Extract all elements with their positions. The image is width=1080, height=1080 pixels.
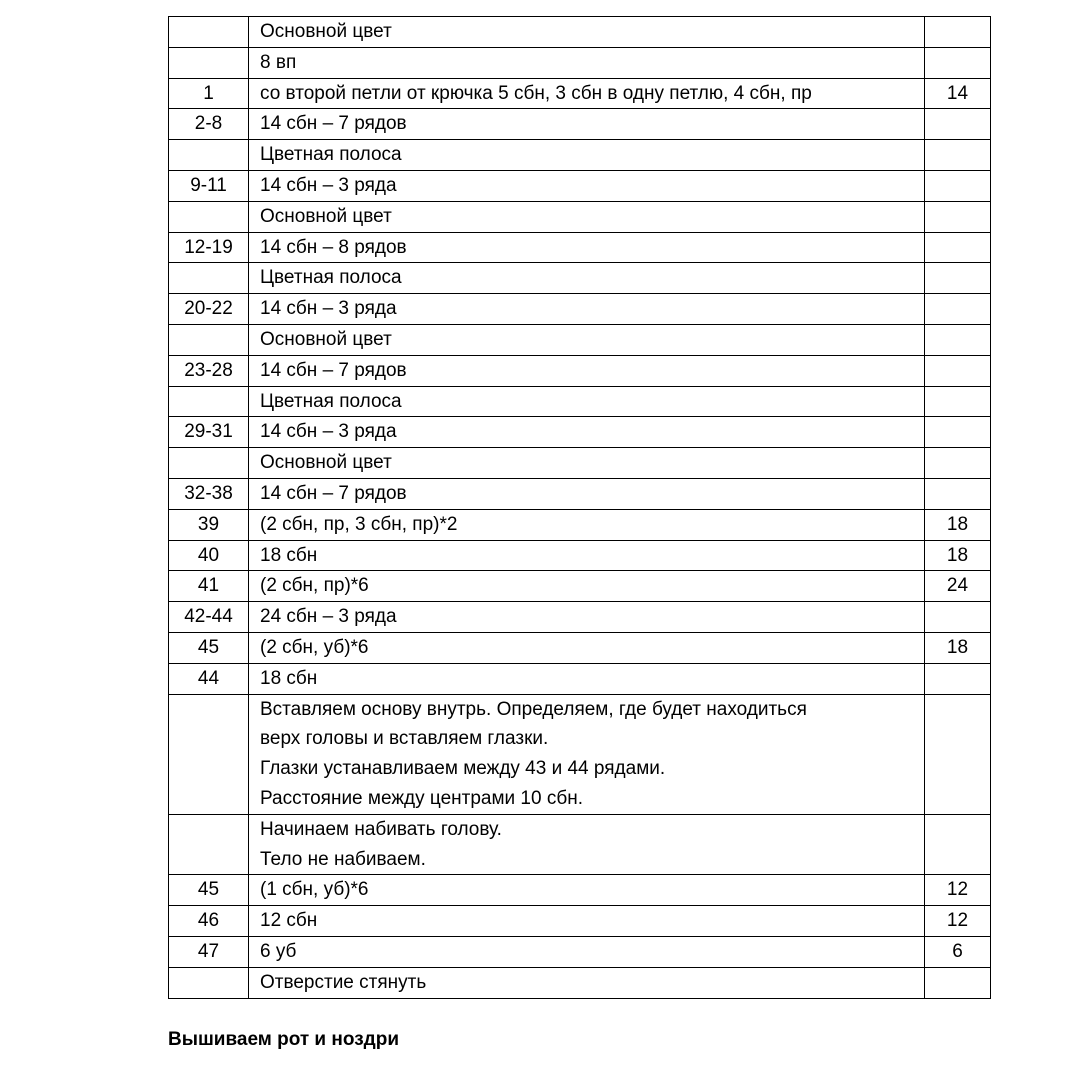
- stitch-count-cell: [925, 602, 991, 633]
- stitch-count-cell: 12: [925, 906, 991, 937]
- instruction-text: 18 сбн: [260, 667, 318, 689]
- stitch-count-cell: [925, 294, 991, 325]
- instruction-text: 24 сбн – 3 ряда: [260, 606, 397, 628]
- row-number-cell: 29-31: [169, 417, 249, 448]
- row-number-cell: 32-38: [169, 478, 249, 509]
- row-number-cell: [169, 448, 249, 479]
- row-number-cell: 46: [169, 906, 249, 937]
- table-row: [169, 663, 991, 694]
- instruction-text: (1 сбн, уб)*6: [260, 879, 369, 901]
- instruction-text: верх головы и вставляем глазки.: [260, 728, 549, 750]
- row-number-cell: 20-22: [169, 294, 249, 325]
- section-heading: Вышиваем рот и ноздри: [168, 1029, 400, 1050]
- instruction-cell: [249, 875, 925, 906]
- stitch-count-cell: [925, 448, 991, 479]
- instruction-text: Основной цвет: [260, 452, 392, 474]
- row-number-cell: [169, 814, 249, 875]
- table-row: [169, 263, 991, 294]
- table-row: [169, 967, 991, 998]
- instruction-text: Расстояние между центрами 10 сбн.: [260, 787, 583, 809]
- row-number-cell: 42-44: [169, 602, 249, 633]
- instruction-text: 14 сбн – 7 рядов: [260, 113, 407, 135]
- instruction-text: Основной цвет: [260, 205, 392, 227]
- table-row: [169, 140, 991, 171]
- instruction-text: 8 вп: [260, 51, 297, 73]
- instruction-text: 18 сбн: [260, 544, 318, 566]
- row-number-cell: 9-11: [169, 170, 249, 201]
- instruction-text: 14 сбн – 7 рядов: [260, 482, 407, 504]
- table-row: [169, 170, 991, 201]
- stitch-count-cell: [925, 140, 991, 171]
- row-number-cell: 44: [169, 663, 249, 694]
- stitch-count-cell: [925, 355, 991, 386]
- table-row: [169, 509, 991, 540]
- instruction-cell: [249, 355, 925, 386]
- table-row: [169, 632, 991, 663]
- stitch-count-cell: [925, 386, 991, 417]
- table-row: [169, 17, 991, 48]
- row-number-cell: [169, 263, 249, 294]
- row-number-cell: 23-28: [169, 355, 249, 386]
- row-number-cell: 47: [169, 936, 249, 967]
- table-row: [169, 201, 991, 232]
- instruction-cell: [249, 906, 925, 937]
- instruction-text: Начинаем набивать голову.: [260, 818, 502, 840]
- instruction-cell: [249, 324, 925, 355]
- table-row: [169, 324, 991, 355]
- stitch-count-cell: [925, 478, 991, 509]
- row-number-cell: 41: [169, 571, 249, 602]
- table-row: [169, 875, 991, 906]
- row-number-cell: 45: [169, 875, 249, 906]
- instruction-text: Цветная полоса: [260, 144, 402, 166]
- stitch-count-cell: 24: [925, 571, 991, 602]
- instruction-cell: [249, 632, 925, 663]
- row-number-cell: [169, 386, 249, 417]
- table-row: [169, 936, 991, 967]
- instruction-text: Основной цвет: [260, 328, 392, 350]
- instruction-text: 6 уб: [260, 940, 297, 962]
- stitch-count-cell: [925, 324, 991, 355]
- stitch-count-cell: 18: [925, 632, 991, 663]
- instruction-cell: [249, 109, 925, 140]
- table-row: [169, 109, 991, 140]
- table-row: [169, 602, 991, 633]
- instruction-text: Глазки устанавливаем между 43 и 44 рядами.: [260, 758, 666, 780]
- row-number-cell: 40: [169, 540, 249, 571]
- table-row: [169, 355, 991, 386]
- row-number-cell: 12-19: [169, 232, 249, 263]
- instruction-cell: [249, 294, 925, 325]
- instruction-cell: [249, 663, 925, 694]
- instruction-text: (2 сбн, пр)*6: [260, 575, 369, 597]
- table-row: [169, 694, 991, 814]
- stitch-count-cell: [925, 17, 991, 48]
- row-number-cell: [169, 140, 249, 171]
- stitch-count-cell: [925, 109, 991, 140]
- stitch-count-cell: [925, 201, 991, 232]
- stitch-count-cell: [925, 47, 991, 78]
- stitch-count-cell: [925, 814, 991, 875]
- instruction-cell: [249, 509, 925, 540]
- stitch-count-cell: [925, 417, 991, 448]
- table-row: [169, 294, 991, 325]
- row-number-cell: [169, 324, 249, 355]
- instruction-text: Вставляем основу внутрь. Определяем, где будет находиться: [260, 698, 807, 720]
- instruction-cell: [249, 602, 925, 633]
- instruction-cell: [249, 814, 925, 875]
- instruction-cell: [249, 417, 925, 448]
- instruction-cell: [249, 201, 925, 232]
- stitch-count-cell: [925, 967, 991, 998]
- stitch-count-cell: 18: [925, 509, 991, 540]
- instruction-text: Отверстие стянуть: [260, 971, 427, 993]
- row-number-cell: [169, 694, 249, 814]
- instruction-text: 14 сбн – 3 ряда: [260, 421, 397, 443]
- row-number-cell: [169, 201, 249, 232]
- instruction-text: 12 сбн: [260, 910, 318, 932]
- row-number-cell: 1: [169, 78, 249, 109]
- instruction-text: со второй петли от крючка 5 сбн, 3 сбн в одну петлю, 4 сбн, пр: [260, 82, 812, 104]
- instruction-cell: [249, 232, 925, 263]
- instruction-cell: [249, 967, 925, 998]
- instruction-cell: [249, 478, 925, 509]
- instruction-text: Тело не набиваем.: [260, 848, 426, 870]
- stitch-count-cell: 14: [925, 78, 991, 109]
- instruction-text: 14 сбн – 3 ряда: [260, 298, 397, 320]
- instruction-cell: [249, 694, 925, 814]
- row-number-cell: [169, 47, 249, 78]
- stitch-count-cell: [925, 263, 991, 294]
- instruction-text: (2 сбн, пр, 3 сбн, пр)*2: [260, 513, 458, 535]
- instruction-text: 14 сбн – 3 ряда: [260, 174, 397, 196]
- pattern-table-body: [169, 17, 991, 999]
- instruction-cell: [249, 47, 925, 78]
- stitch-count-cell: [925, 170, 991, 201]
- instruction-cell: [249, 571, 925, 602]
- instruction-text: 14 сбн – 7 рядов: [260, 359, 407, 381]
- instruction-cell: [249, 17, 925, 48]
- crochet-pattern-table: [168, 16, 991, 999]
- instruction-cell: [249, 170, 925, 201]
- table-row: [169, 571, 991, 602]
- table-row: [169, 540, 991, 571]
- table-row: [169, 232, 991, 263]
- row-number-cell: 45: [169, 632, 249, 663]
- instruction-cell: [249, 78, 925, 109]
- table-row: [169, 78, 991, 109]
- stitch-count-cell: [925, 232, 991, 263]
- table-row: [169, 417, 991, 448]
- stitch-count-cell: 6: [925, 936, 991, 967]
- instruction-cell: [249, 540, 925, 571]
- instruction-cell: [249, 140, 925, 171]
- row-number-cell: [169, 17, 249, 48]
- row-number-cell: [169, 967, 249, 998]
- instruction-cell: [249, 386, 925, 417]
- table-row: [169, 906, 991, 937]
- table-row: [169, 448, 991, 479]
- row-number-cell: 39: [169, 509, 249, 540]
- table-row: [169, 814, 991, 875]
- stitch-count-cell: [925, 663, 991, 694]
- instruction-cell: [249, 936, 925, 967]
- stitch-count-cell: [925, 694, 991, 814]
- table-row: [169, 478, 991, 509]
- table-row: [169, 47, 991, 78]
- instruction-text: 14 сбн – 8 рядов: [260, 236, 407, 258]
- instruction-text: Основной цвет: [260, 21, 392, 42]
- instruction-text: Цветная полоса: [260, 267, 402, 289]
- stitch-count-cell: 18: [925, 540, 991, 571]
- stitch-count-cell: 12: [925, 875, 991, 906]
- table-row: [169, 386, 991, 417]
- instruction-text: (2 сбн, уб)*6: [260, 636, 369, 658]
- instruction-text: Цветная полоса: [260, 390, 402, 412]
- instruction-cell: [249, 263, 925, 294]
- instruction-cell: [249, 448, 925, 479]
- row-number-cell: 2-8: [169, 109, 249, 140]
